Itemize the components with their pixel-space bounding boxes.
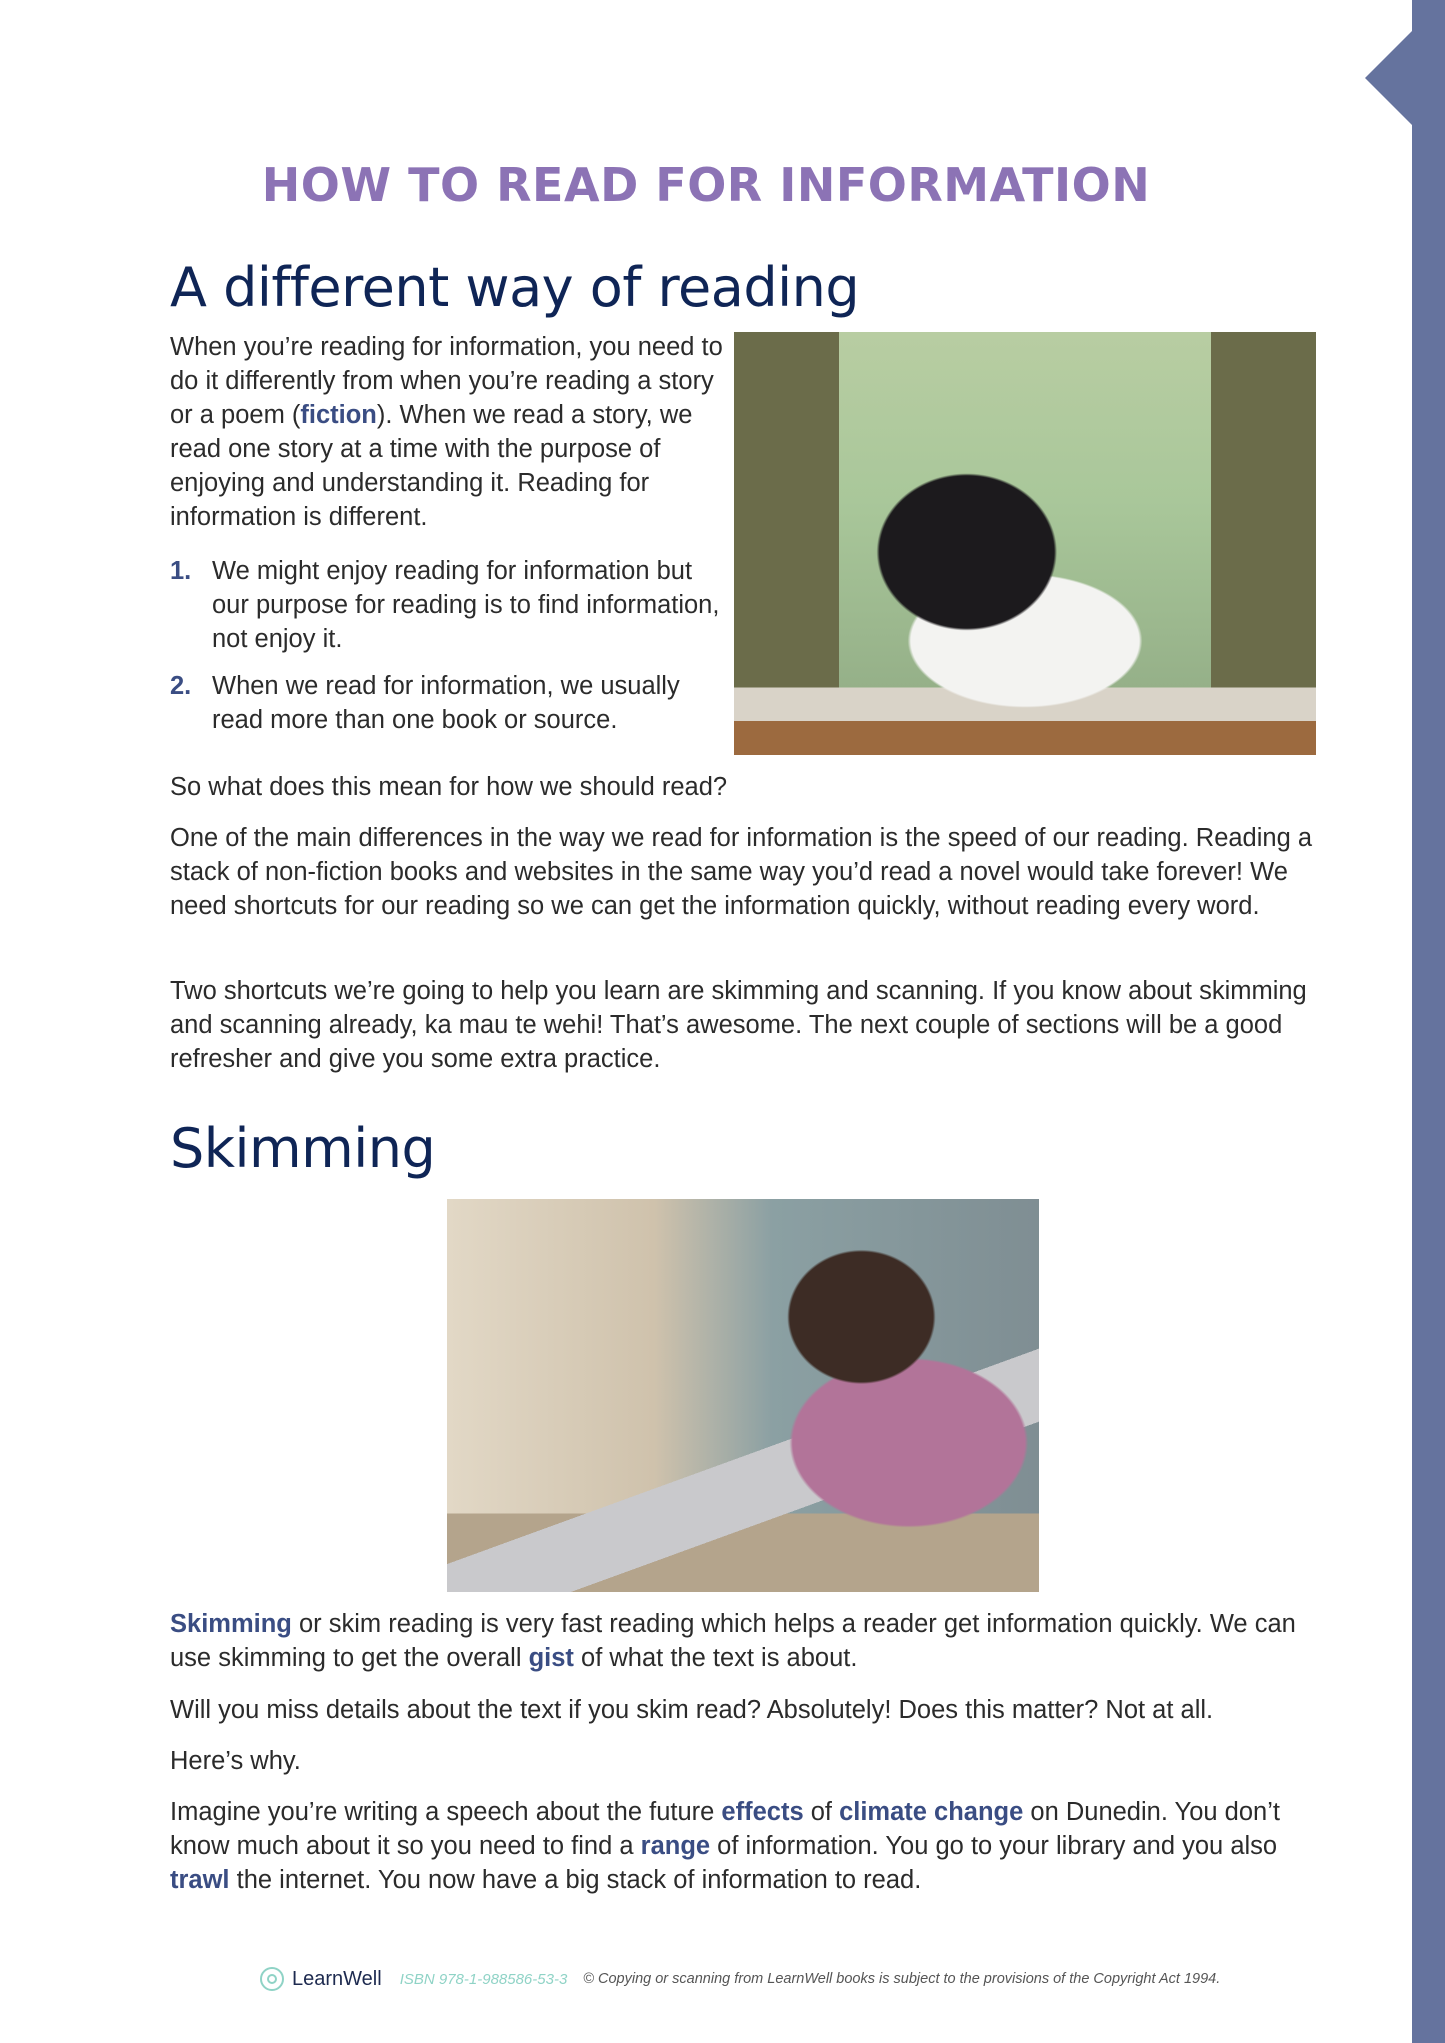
page-tab-arrow-icon	[1365, 30, 1413, 126]
skimming-definition-paragraph	[170, 1607, 1320, 1675]
intro-column	[170, 330, 730, 750]
so-what-paragraph: So what does this mean for how we should read?	[170, 773, 728, 801]
text: of	[803, 1798, 840, 1826]
intro-text-start: When you’re reading for information, you need to do it differently from when you’re reading a story or a poem (	[170, 333, 723, 429]
keyword-effects: effects	[721, 1798, 804, 1826]
copyright-notice: © Copying or scanning from LearnWell books is subject to the provisions of the Copyright Act 1994.	[583, 1971, 1221, 1987]
page-title: HOW TO READ FOR INFORMATION	[261, 158, 1151, 212]
section-heading-skimming: Skimming	[170, 1117, 436, 1180]
keyword-gist: gist	[528, 1644, 574, 1672]
text: or skim reading is very fast reading which helps a reader get information quickly. We can use skimming to get the overall	[170, 1610, 1296, 1672]
intro-paragraph	[170, 330, 730, 534]
miss-details-paragraph: Will you miss details about the text if you skim read? Absolutely! Does this matter? Not at all.	[170, 1696, 1214, 1724]
two-shortcuts-paragraph: Two shortcuts we’re going to help you learn are skimming and scanning. If you know about skimming and scanning already, ka mau te wehi! That’s awesome. The next couple of sections will be a good refresher and give you some extra practice.	[170, 977, 1307, 1073]
keyword-skimming: Skimming	[170, 1610, 292, 1638]
keyword-range: range	[640, 1832, 711, 1860]
list-item	[170, 554, 730, 656]
text: the internet. You now have a big stack of information to read.	[229, 1866, 922, 1894]
keyword-trawl: trawl	[170, 1866, 230, 1894]
list-number: 1.	[170, 557, 192, 585]
text: Imagine you’re writing a speech about the future	[170, 1798, 722, 1826]
intro-text-end: ). When we read a story, we read one story at a time with the purpose of enjoying and understanding it. Reading for information is different.	[170, 401, 693, 531]
girl-reading-photo	[447, 1199, 1039, 1592]
imagine-paragraph	[170, 1795, 1320, 1897]
list-number: 2.	[170, 672, 192, 700]
section-heading-different-way: A different way of reading	[170, 256, 860, 319]
list-item-text: When we read for information, we usually read more than one book or source.	[212, 672, 680, 734]
list-item	[170, 669, 730, 737]
text: of what the text is about.	[573, 1644, 858, 1672]
library-student-photo	[734, 332, 1316, 755]
publisher-logo-text: LearnWell	[292, 1967, 382, 1990]
swirl-logo-icon	[260, 1967, 284, 1991]
page-footer	[260, 1967, 1220, 1991]
isbn-text: ISBN 978-1-988586-53-3	[399, 1970, 568, 1988]
keyword-climate-change: climate change	[839, 1798, 1024, 1826]
heres-why-paragraph: Here’s why.	[170, 1747, 301, 1775]
numbered-list	[170, 554, 730, 737]
text: on Dunedin. You don’t know much about it so you need to find a	[170, 1798, 1280, 1860]
text: of information. You go to your library and you also	[710, 1832, 1278, 1860]
main-differences-paragraph: One of the main differences in the way we read for information is the speed of our reading. Reading a stack of non-fiction books and websites in the same way you’d read a novel would take forever! We need shortcuts for our reading so we can get the information quickly, without reading every word.	[170, 824, 1313, 920]
keyword-fiction: fiction	[300, 401, 377, 429]
side-margin-bar	[1412, 0, 1445, 2043]
list-item-text: We might enjoy reading for information but our purpose for reading is to find information, not enjoy it.	[212, 557, 720, 653]
